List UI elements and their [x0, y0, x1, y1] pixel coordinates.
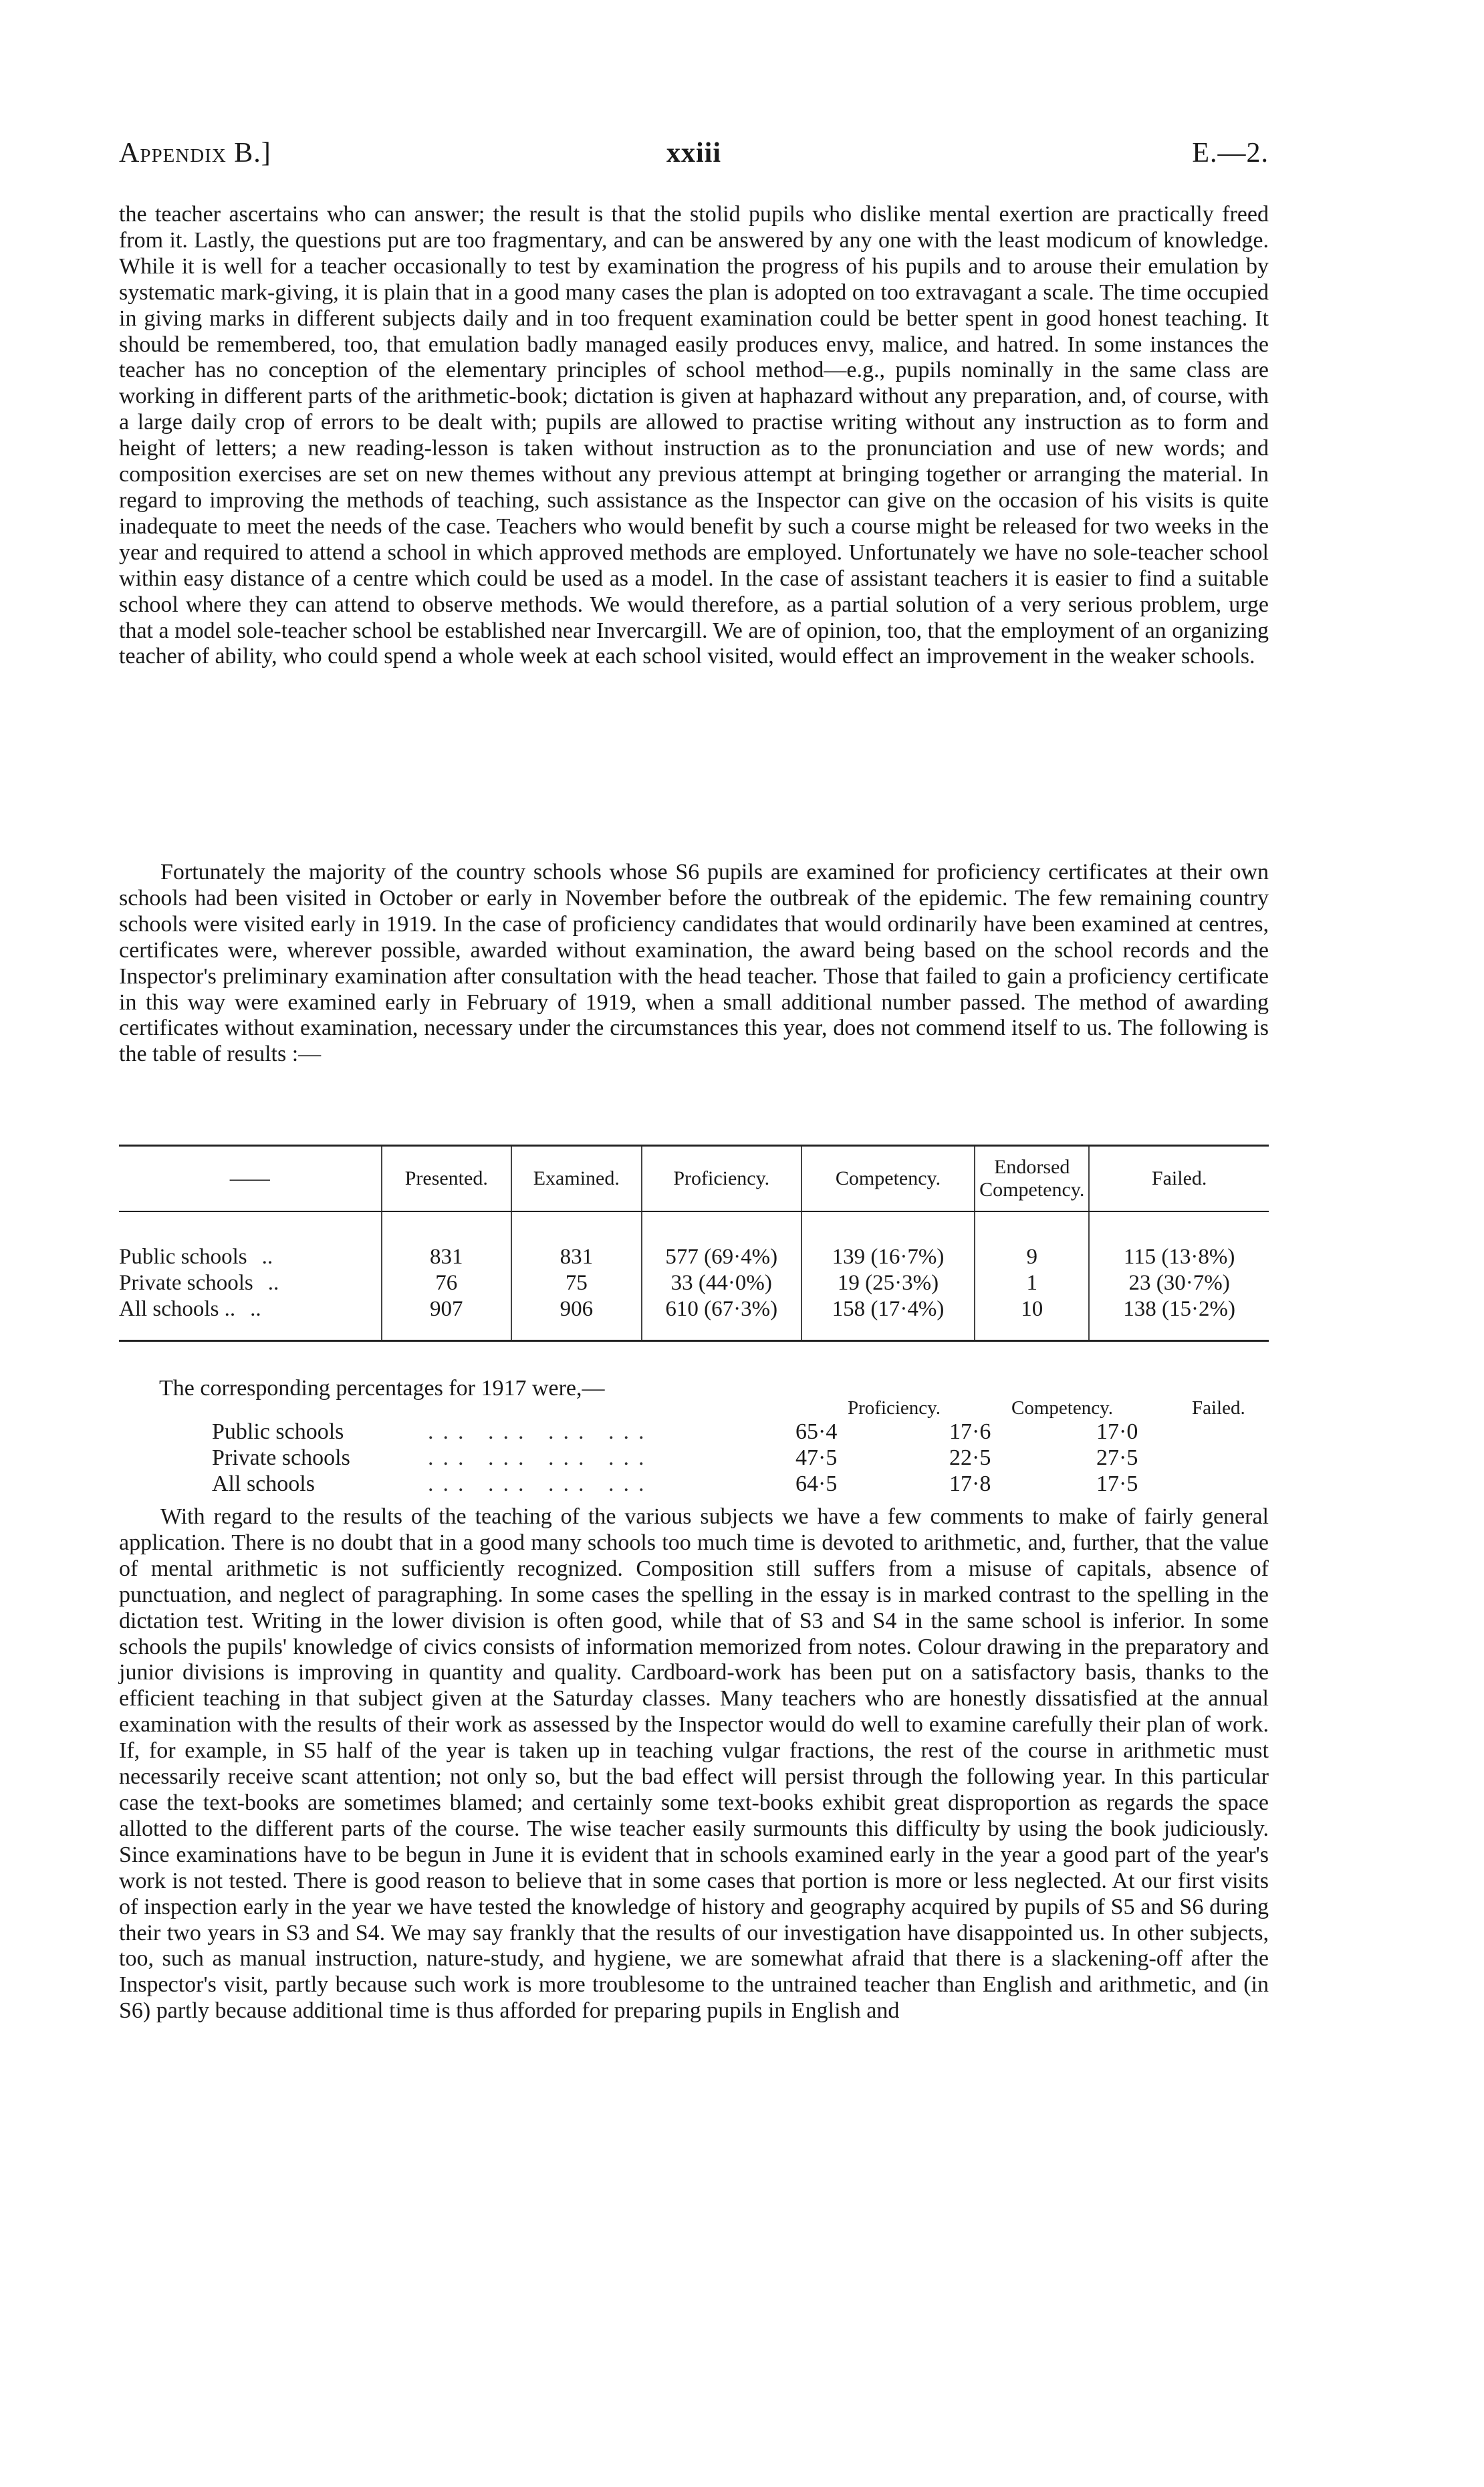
comparison-competency: 17·8 — [949, 1471, 991, 1496]
comparison-proficiency: 64·5 — [795, 1471, 838, 1496]
results-header-row — [119, 1146, 1269, 1212]
leader-dots: .. — [267, 1271, 279, 1295]
cell-proficiency: 577 (69·4%) — [642, 1244, 801, 1270]
cell-failed: 23 (30·7%) — [1128, 1271, 1230, 1295]
cell-endorsed: 9 — [975, 1244, 1089, 1270]
appendix-label: Appendix B.] — [119, 138, 271, 168]
cell-failed: 138 (15·2%) — [1089, 1296, 1269, 1341]
leader-dots: .. — [250, 1297, 261, 1321]
leader-dots: ... ... ... ... — [428, 1419, 654, 1444]
comparison-failed: 27·5 — [1096, 1445, 1138, 1470]
comparison-header-proficiency: Proficiency. — [848, 1397, 941, 1419]
page-number: xxiii — [666, 138, 721, 168]
cell-presented: 831 — [382, 1244, 512, 1270]
results-header-blank: —— — [119, 1146, 382, 1212]
cell-competency: 158 (17·4%) — [801, 1296, 975, 1341]
cell-presented: 907 — [382, 1296, 512, 1341]
cell-proficiency: 610 (67·3%) — [642, 1296, 801, 1341]
results-header-endorsed: Endorsed Competency. — [975, 1146, 1089, 1212]
comparison-proficiency: 65·4 — [795, 1419, 838, 1444]
cell-examined: 75 — [511, 1270, 642, 1296]
comparison-competency: 22·5 — [949, 1445, 991, 1470]
page-header — [119, 137, 1269, 184]
comparison-intro: The corresponding percentages for 1917 were,— — [159, 1376, 605, 1401]
row-label: Private schools — [119, 1271, 253, 1295]
cell-examined: 831 — [511, 1244, 642, 1270]
comparison-row-label: Public schools — [212, 1419, 344, 1444]
cell-failed: 115 (13·8%) — [1123, 1245, 1235, 1269]
row-label: All schools .. — [119, 1297, 236, 1321]
comparison-failed: 17·0 — [1096, 1419, 1138, 1444]
cell-presented: 76 — [382, 1270, 512, 1296]
cell-competency: 19 (25·3%) — [801, 1270, 975, 1296]
leader-dots: ... ... ... ... — [428, 1445, 654, 1470]
comparison-failed: 17·5 — [1096, 1471, 1138, 1496]
comparison-header-competency: Competency. — [1011, 1397, 1113, 1419]
leader-dots: ... ... ... ... — [428, 1471, 654, 1496]
cell-endorsed: 10 — [975, 1296, 1089, 1341]
results-header-presented: Presented. — [382, 1146, 512, 1212]
cell-examined: 906 — [511, 1296, 642, 1341]
cell-proficiency: 33 (44·0%) — [642, 1270, 801, 1296]
row-label: Public schools — [119, 1245, 247, 1269]
table-row — [119, 1296, 1269, 1341]
results-header-examined: Examined. — [511, 1146, 642, 1212]
paragraph-subject-results: With regard to the results of the teaching of the various subjects we have a few comments to make of fairly general application. There is no doubt that in a good many schools too much time is devoted to arithmetic, and, further, that the value of mental arithmetic is not sufficiently recognized. Composition still suffers from a misuse of capitals, absence of punctuation, and neglect of paragraphing. In some cases the spelling in the essay is in marked contrast to the spelling in the dictation test. Writing in the lower division is often good, while that of S3 and S4 in the same school is inferior. In some schools the pupils' knowledge of civics consists of information memorized from notes. Colour drawing in the preparatory and junior divisions is improving in quantity and quality. Cardboard-work has been put on a satisfactory basis, thanks to the efficient teaching in that subject given at the Saturday classes. Many teachers who are honestly dissatisfied at the annual examination with the results of their work as assessed by the Inspector would do well to examine carefully their plan of work. If, for example, in S5 half of the year is taken up in teaching vulgar fractions, the rest of the course in arithmetic must necessarily receive scant attention; not only so, but the bad effect will persist through the following year. In this particular case the text-books are sometimes blamed; and certainly some text-books exhibit great disproportion as regards the space allotted to the different parts of the course. The wise teacher easily surmounts this difficulty by using the book judiciously. Since examinations have to be begun in June it is evident that in schools examined early in the year a good part of the year's work is not tested. There is good reason to believe that in some cases that portion is more or less neglected. At our first visits of inspection early in the year we have tested the knowledge of history and geography acquired by pupils of S5 and S6 during their two years in S3 and S4. We may say frankly that the results of our investigation have disappointed us. In other subjects, too, such as manual instruction, nature-study, and hygiene, we are somewhat afraid that there is a slackening-off after the Inspector's visit, partly because such work is more troublesome to the untrained teacher than English and arithmetic, and (in S6) partly because additional time is thus afforded for preparing pupils in English and — [119, 1504, 1269, 2024]
table-row — [119, 1270, 1269, 1296]
results-header-failed: Failed. — [1089, 1146, 1269, 1212]
results-table — [119, 1145, 1269, 1342]
comparison-competency: 17·6 — [949, 1419, 991, 1444]
cell-competency: 139 (16·7%) — [801, 1244, 975, 1270]
cell-endorsed: 1 — [975, 1270, 1089, 1296]
results-header-competency: Competency. — [801, 1146, 975, 1212]
paragraph-proficiency-certificates: Fortunately the majority of the country schools whose S6 pupils are examined for proficiency certificates at their own schools had been visited in October or early in November before the outbreak of the epidemic. The few remaining country schools were visited early in 1919. In the case of proficiency candidates that would ordinarily have been examined at centres, certificates were, wherever possible, awarded without examination, the award being based on the school records and the Inspector's preliminary examination after consultation with the head teacher. Those that failed to gain a proficiency certificate in this way were examined early in February of 1919, when a small additional number passed. The method of awarding certificates without examination, necessary under the circumstances this year, does not commend itself to us. The following is the table of results :— — [119, 860, 1269, 1067]
comparison-header-failed: Failed. — [1192, 1397, 1245, 1419]
comparison-row-label: Private schools — [212, 1445, 350, 1470]
table-row — [119, 1244, 1269, 1270]
leader-dots: .. — [261, 1245, 273, 1269]
comparison-row-label: All schools — [212, 1471, 315, 1496]
results-header-proficiency: Proficiency. — [642, 1146, 801, 1212]
paragraph-teaching-methods: the teacher ascertains who can answer; the result is that the stolid pupils who dislike mental exertion are practically freed from it. Lastly, the questions put are too fragmentary, and can be answered by any one with the least modicum of knowledge. While it is well for a teacher occasionally to test by examination the progress of his pupils and to arouse their emulation by systematic mark-giving, it is plain that in a good many cases the plan is adopted on too extravagant a scale. The time occupied in giving marks in different subjects daily and in too frequent examination could be better spent in good honest teaching. It should be remembered, too, that emulation badly managed easily produces envy, malice, and hatred. In some instances the teacher has no conception of the elementary principles of school method—e.g., pupils nominally in the same class are working in different parts of the arithmetic-book; dictation is given at haphazard without any preparation, and, of course, with a large daily crop of errors to be dealt with; pupils are allowed to practise writing without any instruction as to form and height of letters; a new reading-lesson is taken without instruction as to the pronunciation and use of new words; and composition exercises are set on new themes without any previous attempt at bringing together or arranging the material. In regard to improving the methods of teaching, such assistance as the Inspector can give on the occasion of his visits is quite inadequate to meet the needs of the case. Teachers who would benefit by such a course might be released for two weeks in the year and required to attend a school in which approved methods are employed. Unfortunately we have no sole-teacher school within easy distance of a centre which could be used as a model. In the case of assistant teachers it is easier to find a suitable school where they can attend to observe methods. We would therefore, as a partial solution of a very serious problem, urge that a model sole-teacher school be established near Invercargill. We are of opinion, too, that the employment of an organizing teacher of ability, who could spend a whole week at each school visited, would effect an improvement in the weaker schools. — [119, 202, 1269, 669]
document-reference: E.—2. — [1192, 138, 1269, 168]
comparison-proficiency: 47·5 — [795, 1445, 838, 1470]
